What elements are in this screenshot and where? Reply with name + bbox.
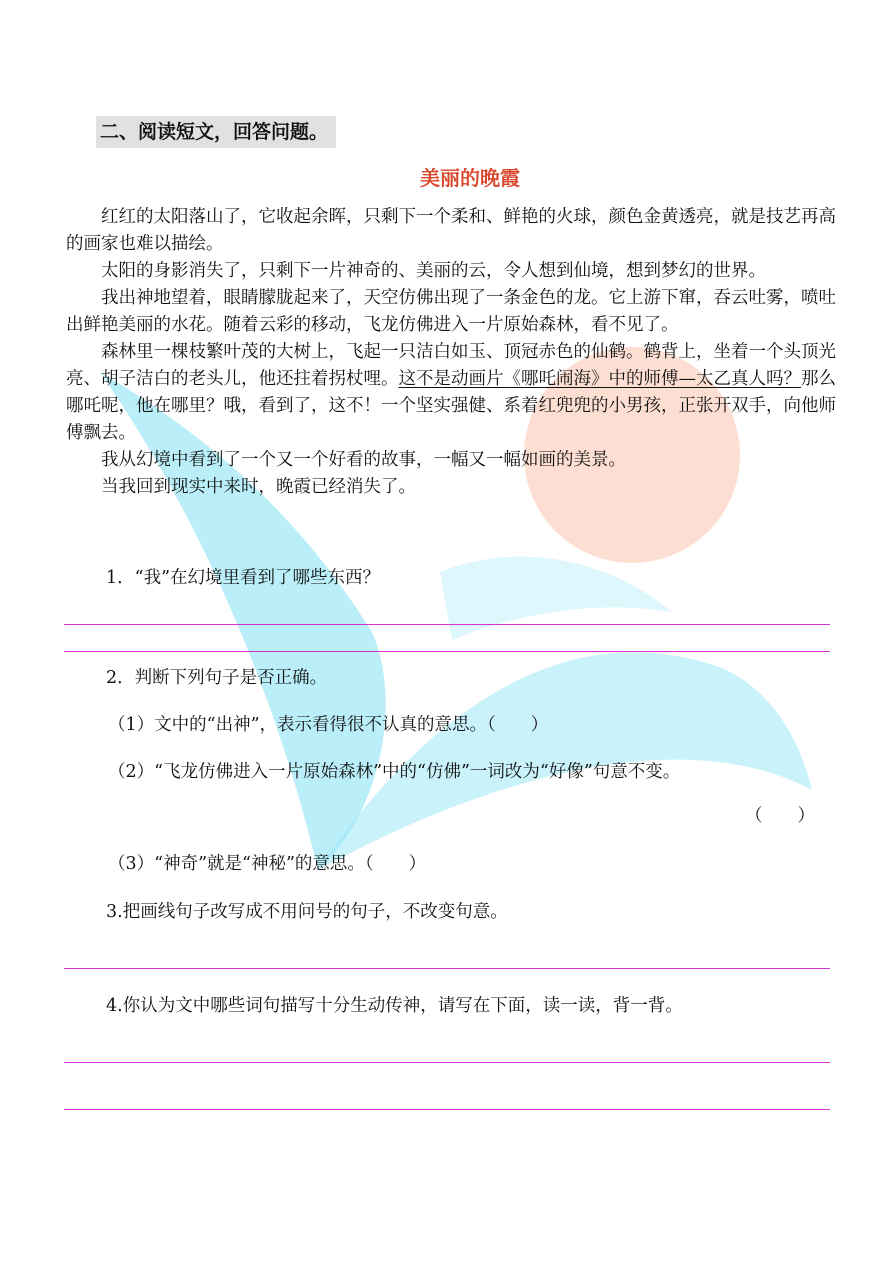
passage-paragraph-3: 我出神地望着，眼睛朦胧起来了，天空仿佛出现了一条金色的龙。它上游下窜，吞云吐雾，喷吐出鲜艳美丽的水花。随着云彩的移动，飞龙仿佛进入一片原始森林，看不见了。 <box>66 288 836 335</box>
question-3: 3.把画线句子改写成不用问号的句子，不改变句意。 <box>106 902 508 922</box>
question-2-item-3: （3）“神奇”就是“神秘”的意思。（ ） <box>108 854 427 874</box>
passage-paragraph-5: 我从幻境中看到了一个又一个好看的故事，一幅又一幅如画的美景。 <box>101 450 626 470</box>
passage-paragraph-6: 当我回到现实中来时，晚霞已经消失了。 <box>101 477 416 497</box>
answer-line-q4-b[interactable] <box>64 1109 830 1110</box>
passage-paragraph-4-start: 森林里一棵枝繁叶茂的大树上，飞起一只洁白如玉、顶冠赤色的仙鹤。鹤背上，坐着一个头顶光亮、胡子洁白的老头儿，他还拄着拐杖哩。 <box>66 342 836 389</box>
answer-line-q1-b[interactable] <box>64 651 830 652</box>
article-title: 美丽的晚霞 <box>420 166 520 190</box>
passage-paragraph-2: 太阳的身影消失了，只剩下一片神奇的、美丽的云，令人想到仙境，想到梦幻的世界。 <box>101 261 766 281</box>
question-2-item-1: （1）文中的“出神”，表示看得很不认真的意思。（ ） <box>108 715 549 735</box>
section-title: 二、阅读短文，回答问题。 <box>96 116 336 148</box>
question-1: 1．“我”在幻境里看到了哪些东西？ <box>106 568 381 588</box>
answer-line-q4-a[interactable] <box>64 1062 830 1063</box>
reading-passage <box>66 204 836 501</box>
question-2-item-2: （2）“飞龙仿佛进入一片原始森林”中的“仿佛”一词改为“好像”句意不变。 <box>108 762 681 782</box>
question-4: 4.你认为文中哪些词句描写十分生动传神，请写在下面，读一读，背一背。 <box>106 996 683 1016</box>
passage-paragraph-1: 红红的太阳落山了，它收起余晖，只剩下一个柔和、鲜艳的火球，颜色金黄透亮，就是技艺再高的画家也难以描绘。 <box>66 207 836 254</box>
answer-line-q3[interactable] <box>64 968 830 969</box>
answer-line-q1-a[interactable] <box>64 624 830 625</box>
passage-paragraph-4-end: 那么哪吒呢，他在哪里？哦，看到了，这不！一个坚实强健、系着红兜兜的小男孩，正张开双手，向他师傅飘去。 <box>66 369 836 443</box>
question-2-item-2-answer-blank[interactable]: （ ） <box>745 806 815 826</box>
question-2: 2．判断下列句子是否正确。 <box>106 668 328 688</box>
underlined-sentence: 这不是动画片《哪吒闹海》中的师傅—太乙真人吗？ <box>398 369 801 389</box>
passage-paragraph-4 <box>66 339 836 447</box>
